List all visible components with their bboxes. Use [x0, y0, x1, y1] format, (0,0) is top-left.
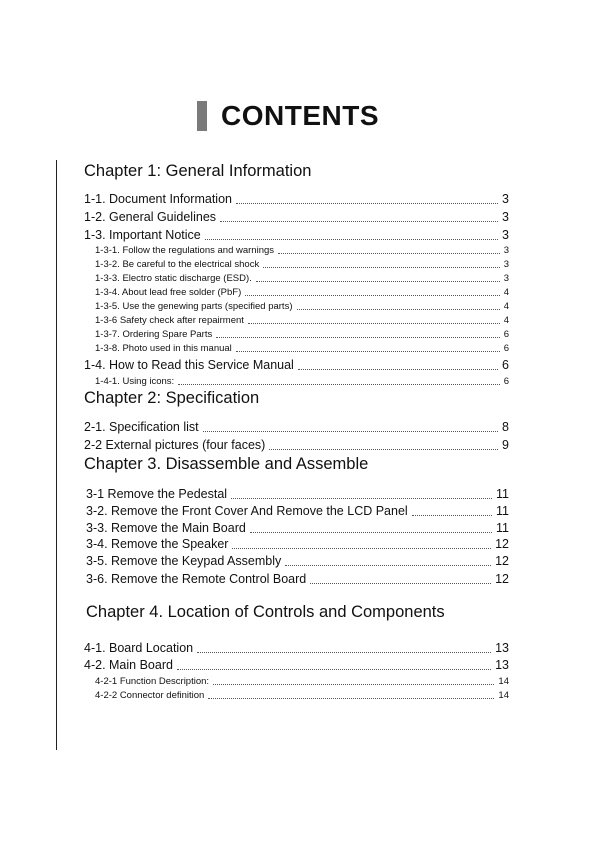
toc-entry-1-3-4[interactable] [95, 286, 509, 299]
dot-leader [177, 669, 491, 670]
toc-entry-page: 6 [503, 343, 509, 354]
toc-entry-page: 3 [503, 273, 509, 284]
toc-entry-1-3[interactable] [84, 227, 509, 243]
toc-entry-1-4[interactable] [84, 357, 509, 373]
toc-entry-label: 3-5. Remove the Keypad Assembly [86, 554, 282, 568]
toc-entry-4-2-2[interactable] [95, 689, 509, 702]
toc-entry-page: 14 [498, 690, 509, 701]
toc-entry-1-3-5[interactable] [95, 300, 509, 313]
toc-entry-label: 1-3-7. Ordering Spare Parts [95, 329, 213, 340]
dot-leader [412, 515, 492, 516]
toc-entry-1-2[interactable] [84, 209, 509, 225]
toc-entry-page: 9 [502, 438, 509, 452]
dot-leader [178, 384, 500, 385]
toc-entry-page: 12 [495, 554, 509, 568]
toc-entry-page: 6 [502, 358, 509, 372]
title-text: CONTENTS [221, 100, 379, 131]
toc-entry-1-3-2[interactable] [95, 258, 509, 271]
dot-leader [269, 449, 498, 450]
toc-entry-label: 4-2. Main Board [84, 658, 173, 672]
toc-entry-label: 1-3-2. Be careful to the electrical shock [95, 259, 260, 270]
dot-leader [216, 337, 499, 338]
toc-entry-page: 14 [498, 676, 509, 687]
toc-entry-page: 11 [496, 487, 509, 501]
toc-entry-2-1[interactable] [84, 419, 509, 435]
toc-entry-label: 1-3-6 Safety check after repairment [95, 315, 244, 326]
toc-entry-page: 12 [495, 537, 509, 551]
chapter-heading-2: Chapter 2: Specification [84, 389, 260, 407]
toc-entry-3-6[interactable] [86, 571, 509, 587]
dot-leader [203, 431, 498, 432]
toc-entry-3-5[interactable] [86, 553, 509, 569]
dot-leader [231, 498, 492, 499]
dot-leader [250, 532, 492, 533]
toc-entry-label: 3-3. Remove the Main Board [86, 521, 246, 535]
toc-entry-label: 2-1. Specification list [84, 420, 199, 434]
toc-entry-page: 11 [496, 521, 509, 535]
dot-leader [236, 351, 500, 352]
toc-entry-page: 11 [496, 504, 509, 518]
toc-entry-4-2-1[interactable] [95, 675, 509, 688]
dot-leader [278, 253, 500, 254]
toc-entry-label: 1-3-5. Use the genewing parts (specified parts) [95, 301, 293, 312]
dot-leader [298, 369, 498, 370]
toc-entry-label: 1-3-4. About lead free solder (PbF) [95, 287, 242, 298]
toc-entry-label: 1-4. How to Read this Service Manual [84, 358, 294, 372]
toc-entry-page: 4 [503, 301, 509, 312]
toc-entry-page: 3 [502, 192, 509, 206]
dot-leader [256, 281, 500, 282]
toc-entry-page: 12 [495, 572, 509, 586]
toc-entry-1-4-1[interactable] [95, 375, 509, 388]
toc-entry-label: 3-6. Remove the Remote Control Board [86, 572, 307, 586]
toc-entry-page: 3 [503, 245, 509, 256]
dot-leader [297, 309, 500, 310]
toc-entry-1-1[interactable] [84, 191, 509, 207]
toc-entry-page: 3 [502, 210, 509, 224]
toc-entry-page: 3 [502, 228, 509, 242]
toc-entry-label: 1-3-1. Follow the regulations and warnings [95, 245, 275, 256]
toc-entry-label: 1-3-3. Electro static discharge (ESD). [95, 273, 252, 284]
toc-entry-1-3-3[interactable] [95, 272, 509, 285]
toc-entry-label: 4-2-2 Connector definition [95, 690, 205, 701]
dot-leader [208, 698, 494, 699]
toc-entry-1-3-1[interactable] [95, 244, 509, 257]
toc-entry-1-3-8[interactable] [95, 342, 509, 355]
dot-leader [236, 203, 498, 204]
chapter-heading-3: Chapter 3. Disassemble and Assemble [84, 455, 369, 473]
page-title [197, 98, 379, 134]
toc-entry-label: 1-2. General Guidelines [84, 210, 217, 224]
left-margin-rule [56, 160, 57, 750]
dot-leader [232, 548, 491, 549]
toc-entry-label: 3-4. Remove the Speaker [86, 537, 229, 551]
toc-entry-label: 2-2 External pictures (four faces) [84, 438, 266, 452]
dot-leader [197, 652, 491, 653]
toc-entry-label: 3-1 Remove the Pedestal [86, 487, 228, 501]
toc-entry-4-2[interactable] [84, 657, 509, 673]
toc-entry-page: 13 [495, 658, 509, 672]
toc-entry-label: 4-1. Board Location [84, 641, 194, 655]
chapter-heading-1: Chapter 1: General Information [84, 162, 312, 180]
toc-entry-page: 6 [503, 376, 509, 387]
toc-entry-label: 1-3-8. Photo used in this manual [95, 343, 232, 354]
dot-leader [285, 565, 491, 566]
dot-leader [245, 295, 499, 296]
toc-entry-page: 8 [502, 420, 509, 434]
toc-entry-1-3-6[interactable] [95, 314, 509, 327]
dot-leader [248, 323, 500, 324]
toc-entry-3-1[interactable] [86, 486, 509, 502]
toc-entry-1-3-7[interactable] [95, 328, 509, 341]
dot-leader [205, 239, 498, 240]
toc-entry-label: 1-1. Document Information [84, 192, 232, 206]
toc-entry-label: 3-2. Remove the Front Cover And Remove the LCD Panel [86, 504, 408, 518]
dot-leader [213, 684, 494, 685]
dot-leader [220, 221, 498, 222]
toc-entry-label: 4-2-1 Function Description: [95, 676, 210, 687]
toc-entry-2-2[interactable] [84, 437, 509, 453]
toc-entry-label: 1-4-1. Using icons: [95, 376, 175, 387]
toc-entry-page: 13 [495, 641, 509, 655]
chapter-heading-4: Chapter 4. Location of Controls and Components [86, 603, 445, 621]
dot-leader [310, 583, 491, 584]
toc-entry-3-2[interactable] [86, 503, 509, 519]
toc-entry-3-3[interactable] [86, 520, 509, 536]
toc-entry-page: 4 [503, 287, 509, 298]
toc-entry-label: 1-3. Important Notice [84, 228, 201, 242]
toc-entry-page: 4 [503, 315, 509, 326]
title-accent-bar [197, 101, 207, 131]
toc-entry-page: 6 [503, 329, 509, 340]
toc-entry-3-4[interactable] [86, 536, 509, 552]
toc-entry-page: 3 [503, 259, 509, 270]
dot-leader [263, 267, 499, 268]
toc-entry-4-1[interactable] [84, 640, 509, 656]
